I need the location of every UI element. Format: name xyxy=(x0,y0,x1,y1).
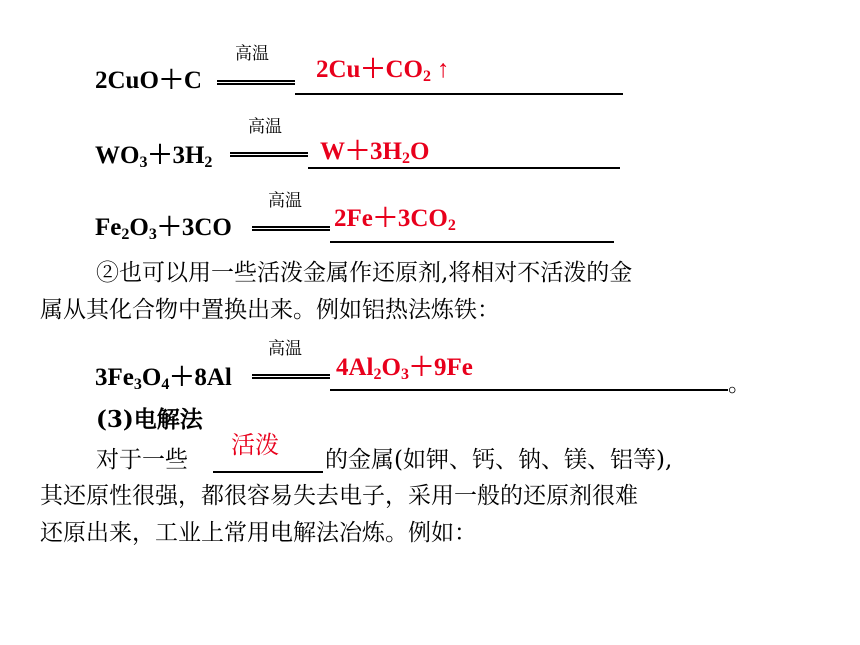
equation-4-end-mark: 。 xyxy=(728,371,751,397)
equals-sign-4 xyxy=(252,374,330,379)
equation-2-part-b: ＋3H xyxy=(147,142,205,169)
equation-3-answer-a: 2Fe＋3CO xyxy=(334,205,448,232)
equation-2-answer xyxy=(320,137,429,167)
equation-3-blank xyxy=(330,241,614,243)
equation-4-answer-c: ＋9Fe xyxy=(408,354,473,381)
equation-4-answer-sub-1: 2 xyxy=(373,366,382,383)
equation-3-part-b: O xyxy=(129,214,149,241)
equation-4-answer-a: 4Al xyxy=(336,354,374,381)
section-3-blank xyxy=(213,471,323,473)
equation-4-part-b: O xyxy=(141,364,162,391)
equation-2-part-a: WO xyxy=(95,142,140,169)
equation-4-sub-2: 4 xyxy=(161,376,170,393)
equation-2-answer-b: O xyxy=(409,138,430,165)
equation-4-sub-1: 3 xyxy=(133,376,142,393)
equation-2-sub-1: 3 xyxy=(139,154,148,171)
equation-2-blank xyxy=(308,167,620,169)
equation-3-reactants xyxy=(95,213,232,243)
equation-4-part-c: ＋8Al xyxy=(169,364,232,391)
reaction-condition-4: 高温 xyxy=(268,339,302,359)
equation-4-blank xyxy=(330,389,728,391)
section-3-line-1-post: 的金属(如钾、钙、钠、镁、铝等), xyxy=(325,447,673,473)
equation-3-answer xyxy=(334,204,456,234)
equation-3-part-a: Fe xyxy=(95,214,122,241)
equation-4-answer xyxy=(336,353,473,383)
paragraph-2-line-2: 属从其化合物中置换出来。例如铝热法炼铁： xyxy=(40,297,500,323)
section-3-line-1-pre: 对于一些 xyxy=(96,447,188,473)
equals-sign-2 xyxy=(230,152,308,157)
equation-4-part-a: 3Fe xyxy=(95,364,134,391)
equation-1-answer-text: 2Cu＋CO xyxy=(316,56,423,83)
equation-3-answer-sub: 2 xyxy=(447,217,456,234)
equation-2-answer-a: W＋3H xyxy=(320,138,402,165)
equation-3-sub-2: 3 xyxy=(148,226,157,243)
equation-1-blank xyxy=(295,93,623,95)
equation-1-answer xyxy=(316,55,449,85)
equation-2-sub-2: 2 xyxy=(204,154,213,171)
section-3-blank-answer: 活泼 xyxy=(231,431,279,459)
reaction-condition-2: 高温 xyxy=(248,117,282,137)
section-3-heading: (3)电解法 xyxy=(96,406,203,433)
equation-3-part-c: ＋3CO xyxy=(156,214,232,241)
reaction-condition-3: 高温 xyxy=(268,191,302,211)
equals-sign-3 xyxy=(252,226,330,231)
section-3-line-2: 其还原性很强，都很容易失去电子，采用一般的还原剂很难 xyxy=(40,483,638,509)
gas-up-arrow-icon: ↑ xyxy=(436,56,450,83)
equation-1-reactants: 2CuO＋C xyxy=(95,67,202,94)
equation-2-answer-sub: 2 xyxy=(401,150,410,167)
equation-3-sub-1: 2 xyxy=(121,226,130,243)
equation-1-answer-sub: 2 xyxy=(422,68,431,85)
equals-sign-1 xyxy=(217,80,295,85)
equation-4-answer-b: O xyxy=(381,354,401,381)
equation-4-reactants xyxy=(95,363,232,393)
section-3-line-3: 还原出来，工业上常用电解法冶炼。例如： xyxy=(40,520,477,546)
reaction-condition-1: 高温 xyxy=(235,44,269,64)
paragraph-2-line-1: ②也可以用一些活泼金属作还原剂,将相对不活泼的金 xyxy=(96,260,633,286)
equation-4-answer-sub-2: 3 xyxy=(400,366,409,383)
equation-2-reactants xyxy=(95,141,212,171)
